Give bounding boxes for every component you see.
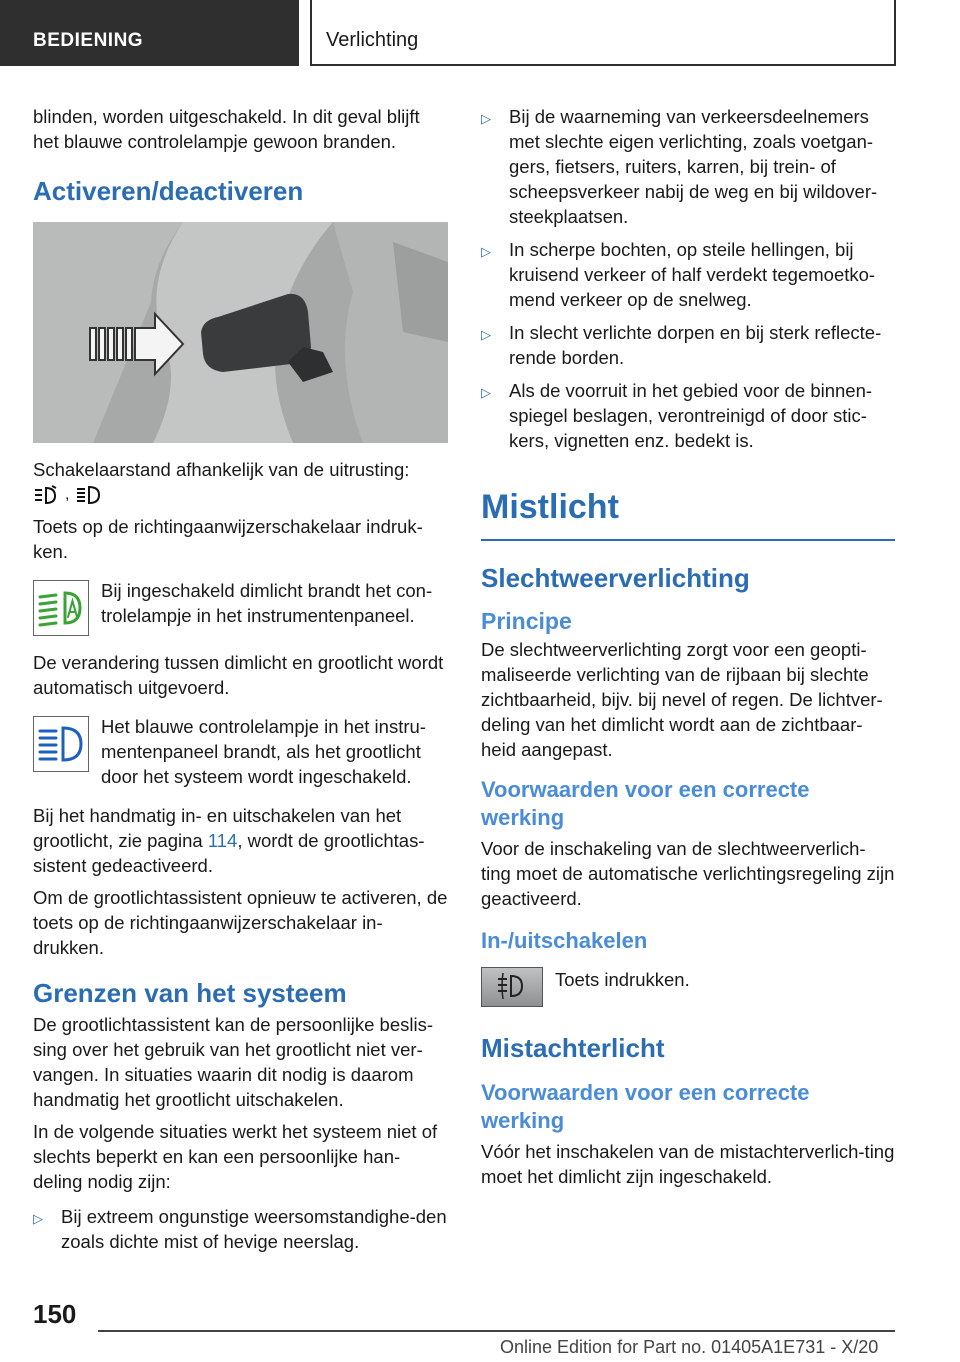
bullet-triangle-icon: ▷ <box>481 244 491 259</box>
conditions-2-text: Vóór het inschakelen van de mistachterverlich-ting moet het dimlicht zijn ingeschakeld. <box>481 1141 895 1187</box>
bullet-triangle-icon: ▷ <box>481 385 491 400</box>
high-beam-assist-icon <box>33 484 59 506</box>
chapter-title: Verlichting <box>310 0 896 66</box>
press-stalk-text: Toets op de richtingaanwijzerschakelaar indruk-ken. <box>33 516 423 562</box>
heading-bad-weather: Slechtweerverlichting <box>481 563 750 593</box>
low-beam-indicator-row <box>33 578 449 636</box>
fog-light-icon <box>482 968 542 1005</box>
left-column <box>33 100 449 1262</box>
heading-principle: Principe <box>481 608 572 634</box>
list-item <box>481 378 895 453</box>
switch-caption: Schakelaarstand afhankelijk van de uitrusting: <box>33 459 410 480</box>
manual-switch-text <box>33 803 449 878</box>
list-item <box>481 320 895 370</box>
switch-variants <box>33 482 449 508</box>
stalk-photo <box>33 222 448 443</box>
page-number: 150 <box>33 1299 77 1329</box>
heading-fog-lights: Mistlicht <box>481 488 619 526</box>
on-off-text: Toets indrukken. <box>555 969 690 990</box>
list-item <box>33 1204 449 1254</box>
fog-button-row <box>481 965 895 1007</box>
page-header <box>0 0 960 66</box>
green-indicator-box <box>33 580 89 636</box>
bullet-triangle-icon: ▷ <box>481 111 491 126</box>
green-indicator-text: Bij ingeschakeld dimlicht brandt het con-trolelampje in het instrumentenpaneel. <box>101 580 433 626</box>
reactivate-text: Om de grootlichtassistent opnieuw te activeren, de toets op de richtingaanwijzerschakelaar in-drukken. <box>33 887 448 958</box>
section-title: BEDIENING <box>0 0 299 66</box>
heading-limits: Grenzen van het systeem <box>33 978 347 1008</box>
conditions-1-text: Voor de inschakeling van de slechtweerverlich-ting moet de automatische verlichtingsregeling zijn geactiveerd. <box>481 838 895 909</box>
list-item-text: In slecht verlichte dorpen en bij sterk reflecte-rende borden. <box>509 322 882 368</box>
list-item <box>481 237 895 312</box>
page-link-114[interactable]: 114 <box>207 830 238 851</box>
manual-text-start: Bij het handmatig in- en uitschakelen van het grootlicht, zie pagina <box>33 805 402 851</box>
stalk-illustration <box>33 222 448 443</box>
bullet-triangle-icon: ▷ <box>33 1211 43 1226</box>
limits-text: De grootlichtassistent kan de persoonlijke beslis-sing over het gebruik van het grootlicht niet ver-vangen. In situaties waarin dit nodig is daarom handmatig het grootlicht uitschakelen. <box>33 1014 434 1110</box>
heading-conditions-2: Voorwaarden voor een correcte werking <box>481 1080 810 1133</box>
heading-on-off: In-/uitschakelen <box>481 928 648 953</box>
right-column <box>481 100 895 1189</box>
footer-rule <box>98 1330 895 1332</box>
heading-conditions-1: Voorwaarden voor een correcte werking <box>481 777 810 830</box>
edition-note: Online Edition for Part no. 01405A1E731 - X/20 <box>500 1337 879 1357</box>
high-beam-indicator-row <box>33 714 449 789</box>
heading-rear-fog: Mistachterlicht <box>481 1033 665 1063</box>
list-item-text: In scherpe bochten, op steile hellingen, bij kruisend verkeer of half verdekt tegemoetko-mend verkeer op de snelweg. <box>509 239 876 310</box>
intro-paragraph: blinden, worden uitgeschakeld. In dit geval blijft het blauwe controlelampje gewoon branden. <box>33 106 420 152</box>
situations-text: In de volgende situaties werkt het systeem niet of slechts beperkt en kan een persoonlijke han-deling nodig zijn: <box>33 1121 438 1192</box>
variant-separator: , <box>65 486 70 503</box>
manual-text-end: , wordt de grootlichtas-sistent gedeactiveerd. <box>33 830 425 876</box>
heading-activate: Activeren/deactiveren <box>33 176 304 206</box>
blue-indicator-text: Het blauwe controlelampje in het instru-mentenpaneel brandt, als het grootlicht door het systeem wordt ingeschakeld. <box>101 716 426 787</box>
high-beam-indicator-icon <box>34 717 87 770</box>
high-beam-icon <box>75 484 103 506</box>
list-item <box>481 104 895 229</box>
heading-rule <box>481 539 895 541</box>
bullet-triangle-icon: ▷ <box>481 327 491 342</box>
low-beam-auto-icon <box>34 581 87 634</box>
list-item-text: Als de voorruit in het gebied voor de binnen-spiegel beslagen, verontreinigd of door stic-kers, vignetten enz. bedekt is. <box>509 380 873 451</box>
auto-switch-text: De verandering tussen dimlicht en grootlicht wordt automatisch uitgevoerd. <box>33 652 444 698</box>
blue-indicator-box <box>33 716 89 772</box>
fog-light-button <box>481 967 543 1007</box>
list-item-text: Bij extreem ongunstige weersomstandighe-den zoals dichte mist of hevige neerslag. <box>61 1206 447 1252</box>
list-item-text: Bij de waarneming van verkeersdeelnemers met slechte eigen verlichting, zoals voetgan-gers, fietsers, ruiters, karren, bij trein- of scheepsverkeer nabij de weg en bij wildover-steekplaatsen. <box>509 106 878 227</box>
principle-text: De slechtweerverlichting zorgt voor een geopti-maliseerde verlichting van de rijbaan bij slechte zichtbaarheid, bijv. bij nevel of regen. De lichtver-deling van het dimlicht wordt aan de zichtbaar-heid aangepast. <box>481 639 883 760</box>
